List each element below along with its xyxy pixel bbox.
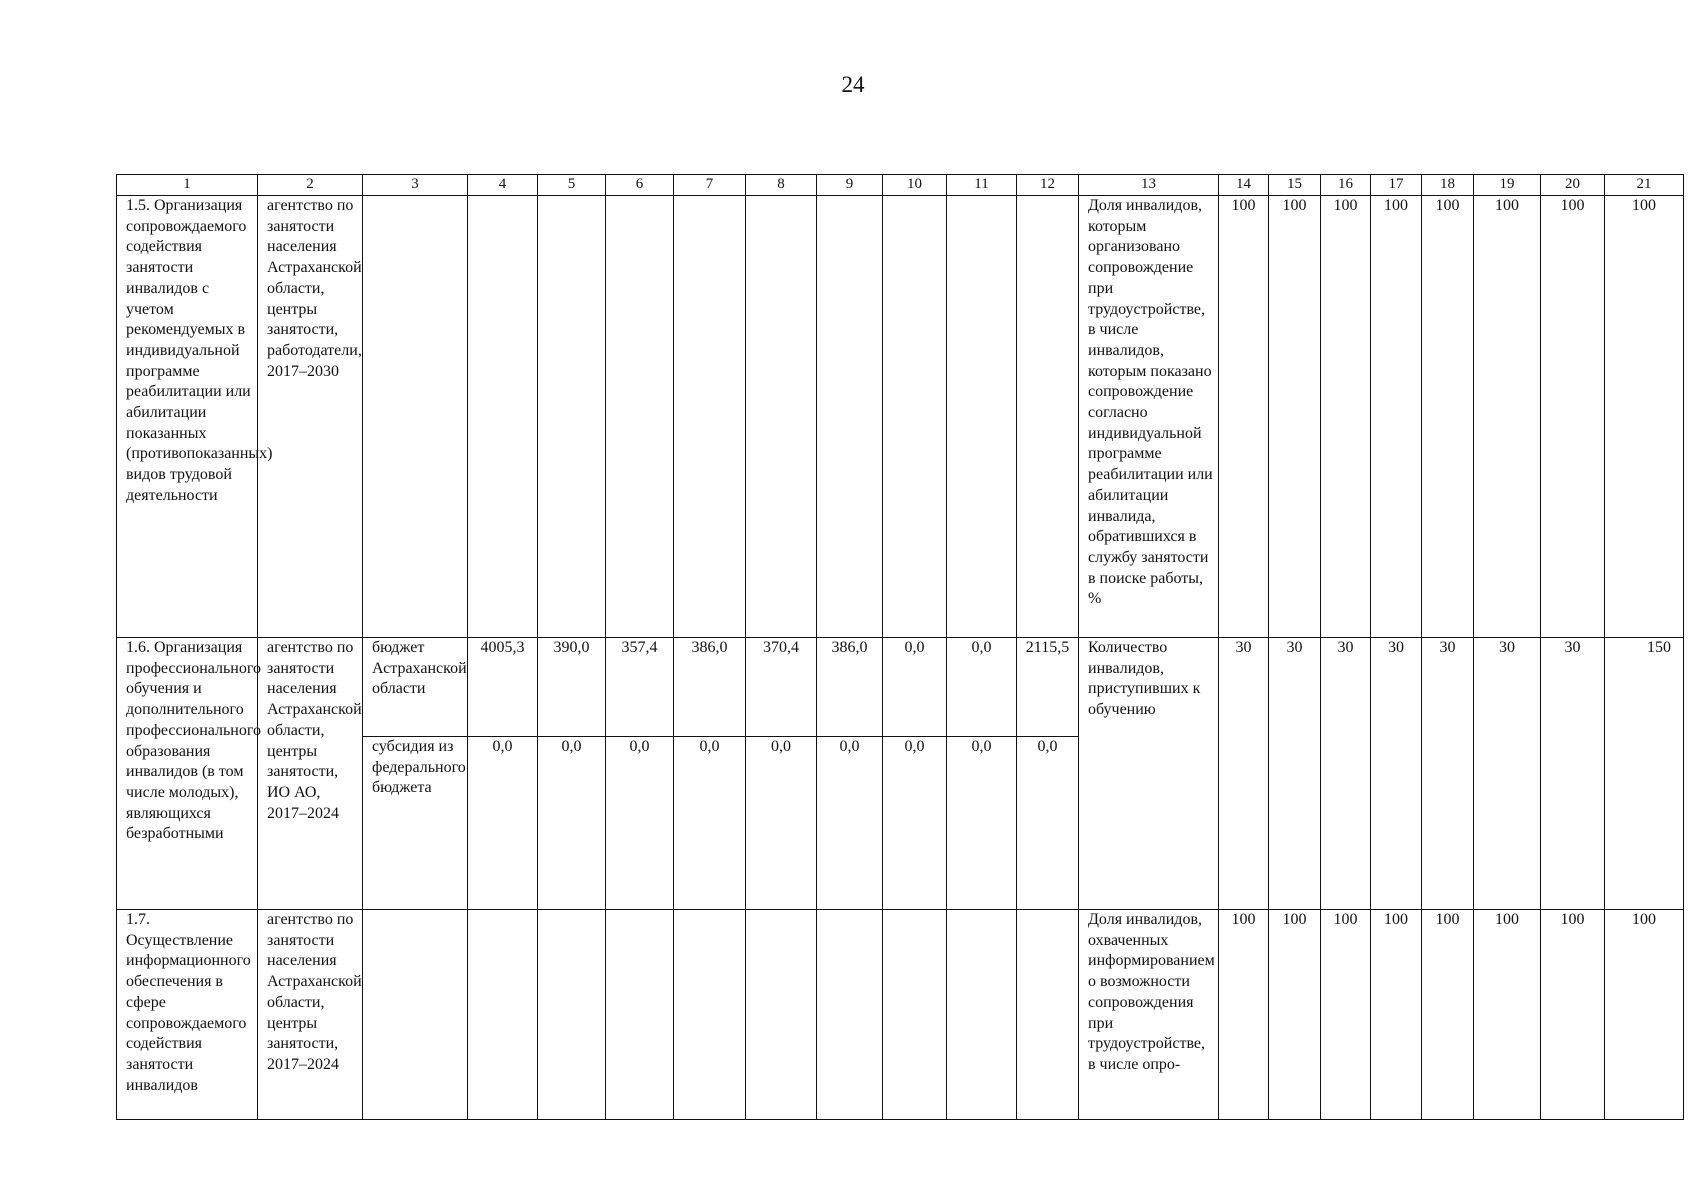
header-cell: 1: [117, 175, 258, 196]
funding-source-cell: субсидия из федерального бюджета: [363, 737, 468, 910]
indicator-cell: Доля инвалидов, охваченных информированием о возможности сопровождения при трудоустройстве, в числе опро-: [1079, 910, 1219, 1120]
value-cell: 0,0: [746, 737, 817, 910]
value-cell: 0,0: [817, 737, 883, 910]
value-cell: 386,0: [817, 638, 883, 737]
header-cell: 12: [1017, 175, 1079, 196]
program-table: [116, 174, 1684, 1120]
value-cell: 370,4: [746, 638, 817, 737]
header-cell: 11: [947, 175, 1017, 196]
header-cell: 4: [468, 175, 538, 196]
header-cell: 16: [1321, 175, 1371, 196]
empty-cell: [817, 196, 883, 638]
target-cell: 100: [1371, 196, 1422, 638]
target-cell: 30: [1371, 638, 1422, 910]
value-cell: 386,0: [674, 638, 746, 737]
target-cell: 100: [1219, 196, 1269, 638]
value-cell: 0,0: [538, 737, 606, 910]
measure-cell: 1.7. Осуществление информационного обеспечения в сфере сопровождаемого содействия занятости инвалидов: [117, 910, 258, 1120]
value-cell: 0,0: [468, 737, 538, 910]
target-cell: 100: [1474, 196, 1541, 638]
target-cell: 100: [1269, 196, 1321, 638]
empty-cell: [947, 196, 1017, 638]
target-cell: 100: [1605, 196, 1684, 638]
target-cell: 100: [1541, 910, 1605, 1120]
table-row: [117, 910, 1684, 1120]
target-cell: 100: [1371, 910, 1422, 1120]
target-cell: 30: [1422, 638, 1474, 910]
target-cell: 100: [1541, 196, 1605, 638]
target-cell: 100: [1219, 910, 1269, 1120]
empty-cell: [363, 196, 468, 638]
header-cell: 10: [883, 175, 947, 196]
empty-cell: [674, 196, 746, 638]
target-cell: 30: [1321, 638, 1371, 910]
empty-cell: [538, 910, 606, 1120]
header-cell: 13: [1079, 175, 1219, 196]
empty-cell: [883, 910, 947, 1120]
target-cell: 100: [1474, 910, 1541, 1120]
empty-cell: [1017, 910, 1079, 1120]
target-cell: 30: [1219, 638, 1269, 910]
header-cell: 14: [1219, 175, 1269, 196]
table-row: [117, 638, 1684, 737]
target-cell: 150: [1605, 638, 1684, 910]
header-cell: 21: [1605, 175, 1684, 196]
target-cell: 100: [1269, 910, 1321, 1120]
measure-cell: 1.5. Организация сопровождаемого содействия занятости инвалидов с учетом рекомендуемых в индивидуальной программе реабилитации или абилитации показанных (противопоказанных) видов трудовой деятельности: [117, 196, 258, 638]
executor-cell: агентство по занятости населения Астраханской области, центры занятости, работодатели, 2017–2030: [258, 196, 363, 638]
target-cell: 100: [1321, 910, 1371, 1120]
value-cell: 0,0: [1017, 737, 1079, 910]
value-cell: 0,0: [947, 737, 1017, 910]
empty-cell: [606, 196, 674, 638]
header-cell: 3: [363, 175, 468, 196]
empty-cell: [883, 196, 947, 638]
target-cell: 100: [1321, 196, 1371, 638]
funding-source-cell: бюджет Астраханской области: [363, 638, 468, 737]
target-cell: 30: [1474, 638, 1541, 910]
header-cell: 17: [1371, 175, 1422, 196]
header-cell: 7: [674, 175, 746, 196]
empty-cell: [468, 196, 538, 638]
page-number: 24: [841, 72, 865, 97]
empty-cell: [606, 910, 674, 1120]
value-cell: 390,0: [538, 638, 606, 737]
header-row: [117, 175, 1684, 196]
target-cell: 100: [1422, 196, 1474, 638]
value-cell: 2115,5: [1017, 638, 1079, 737]
target-cell: 100: [1422, 910, 1474, 1120]
value-cell: 0,0: [674, 737, 746, 910]
header-cell: 2: [258, 175, 363, 196]
target-cell: 30: [1269, 638, 1321, 910]
empty-cell: [817, 910, 883, 1120]
empty-cell: [674, 910, 746, 1120]
empty-cell: [947, 910, 1017, 1120]
empty-cell: [538, 196, 606, 638]
value-cell: 0,0: [883, 638, 947, 737]
header-cell: 20: [1541, 175, 1605, 196]
header-cell: 8: [746, 175, 817, 196]
value-cell: 0,0: [883, 737, 947, 910]
executor-cell: агентство по занятости населения Астраханской области, центры занятости, 2017–2024: [258, 910, 363, 1120]
value-cell: 0,0: [947, 638, 1017, 737]
empty-cell: [468, 910, 538, 1120]
header-cell: 19: [1474, 175, 1541, 196]
empty-cell: [746, 910, 817, 1120]
header-cell: 9: [817, 175, 883, 196]
table-row: [117, 196, 1684, 638]
target-cell: 30: [1541, 638, 1605, 910]
header-cell: 5: [538, 175, 606, 196]
indicator-cell: Количество инвалидов, приступивших к обучению: [1079, 638, 1219, 910]
empty-cell: [1017, 196, 1079, 638]
header-cell: 15: [1269, 175, 1321, 196]
header-cell: 6: [606, 175, 674, 196]
measure-cell: 1.6. Организация профессионального обучения и дополнительного профессионального образования инвалидов (в том числе молодых), являющихся безработными: [117, 638, 258, 910]
indicator-cell: Доля инвалидов, которым организовано сопровождение при трудоустройстве, в числе инвалидов, которым показано сопровождение согласно индивидуальной программе реабилитации или абилитации инвалида, обратившихся в службу занятости в поиске работы, %: [1079, 196, 1219, 638]
value-cell: 0,0: [606, 737, 674, 910]
executor-cell: агентство по занятости населения Астраханской области, центры занятости, ИО АО, 2017–2024: [258, 638, 363, 910]
value-cell: 4005,3: [468, 638, 538, 737]
value-cell: 357,4: [606, 638, 674, 737]
empty-cell: [746, 196, 817, 638]
empty-cell: [363, 910, 468, 1120]
header-cell: 18: [1422, 175, 1474, 196]
target-cell: 100: [1605, 910, 1684, 1120]
